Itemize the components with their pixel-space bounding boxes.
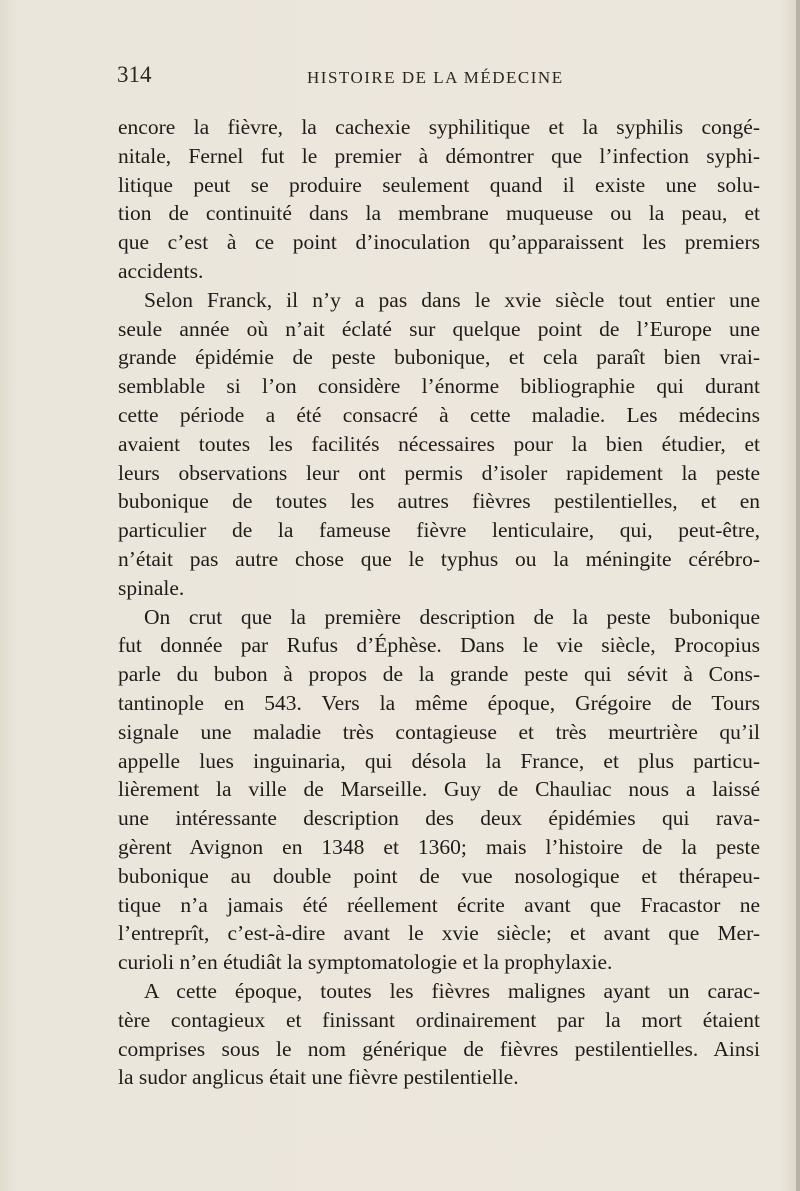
text-line: litique peut se produire seulement quand il existe une solu- [118,172,760,197]
text-line: l’entreprît, c’est-à-dire avant le xvie siècle; et avant que Mer- [118,921,760,946]
text-line: accidents. [118,258,204,283]
text-line: cette période a été consacré à cette maladie. Les médecins [118,402,760,427]
text-line: fut donnée par Rufus d’Éphèse. Dans le vie siècle, Procopius [118,633,760,658]
text-line: grande épidémie de peste bubonique, et cela paraît bien vrai- [118,345,760,370]
text-line: On crut que la première description de la peste bubonique [144,604,760,629]
text-line: signale une maladie très contagieuse et très meurtrière qu’il [118,719,760,744]
text-line: bubonique au double point de vue nosologique et thérapeu- [118,863,760,888]
text-line: encore la fièvre, la cachexie syphilitique et la syphilis congé- [118,115,760,139]
text-line: lièrement la ville de Marseille. Guy de Chauliac nous a laissé [118,777,760,802]
body-text [118,113,760,1092]
text-line: gèrent Avignon en 1348 et 1360; mais l’histoire de la peste [118,834,760,859]
text-line: leurs observations leur ont permis d’isoler rapidement la peste [118,460,760,485]
text-line: parle du bubon à propos de la grande peste qui sévit à Cons- [118,662,760,687]
text-line: tère contagieux et finissant ordinairement par la mort étaient [118,1007,760,1032]
text-line: une intéressante description des deux épidémies qui rava- [118,806,760,831]
running-header [117,62,757,92]
text-line: A cette époque, toutes les fièvres malignes ayant un carac- [144,978,760,1003]
text-line: comprises sous le nom générique de fièvres pestilentielles. Ainsi [118,1036,760,1061]
text-line: nitale, Fernel fut le premier à démontrer que l’infection syphi- [118,143,760,168]
text-line: bubonique de toutes les autres fièvres pestilentielles, et en [118,489,760,514]
page-edge [796,0,800,1191]
page-number: 314 [117,62,152,87]
text-line: tantinople en 543. Vers la même époque, Grégoire de Tours [118,690,760,715]
text-line: seule année où n’ait éclaté sur quelque point de l’Europe une [118,316,760,341]
text-line: curioli n’en étudiât la symptomatologie et la prophylaxie. [118,950,613,975]
text-line: semblable si l’on considère l’énorme bibliographie qui durant [118,374,760,399]
text-line: particulier de la fameuse fièvre lenticulaire, qui, peut-être, [118,518,760,543]
text-line: n’était pas autre chose que le typhus ou la méningite cérébro- [118,546,760,571]
text-line: spinale. [118,575,185,600]
text-line: appelle lues inguinaria, qui désola la France, et plus particu- [118,748,760,773]
text-line: la sudor anglicus était une fièvre pestilentielle. [118,1065,519,1090]
running-title: HISTOIRE DE LA MÉDECINE [307,68,564,87]
text-line: Selon Franck, il n’y a pas dans le xvie siècle tout entier une [144,287,760,312]
text-line: que c’est à ce point d’inoculation qu’apparaissent les premiers [118,230,760,255]
text-line: tique n’a jamais été réellement écrite avant que Fracastor ne [118,892,760,917]
text-line: tion de continuité dans la membrane muqueuse ou la peau, et [118,201,760,226]
text-line: avaient toutes les facilités nécessaires pour la bien étudier, et [118,431,760,456]
